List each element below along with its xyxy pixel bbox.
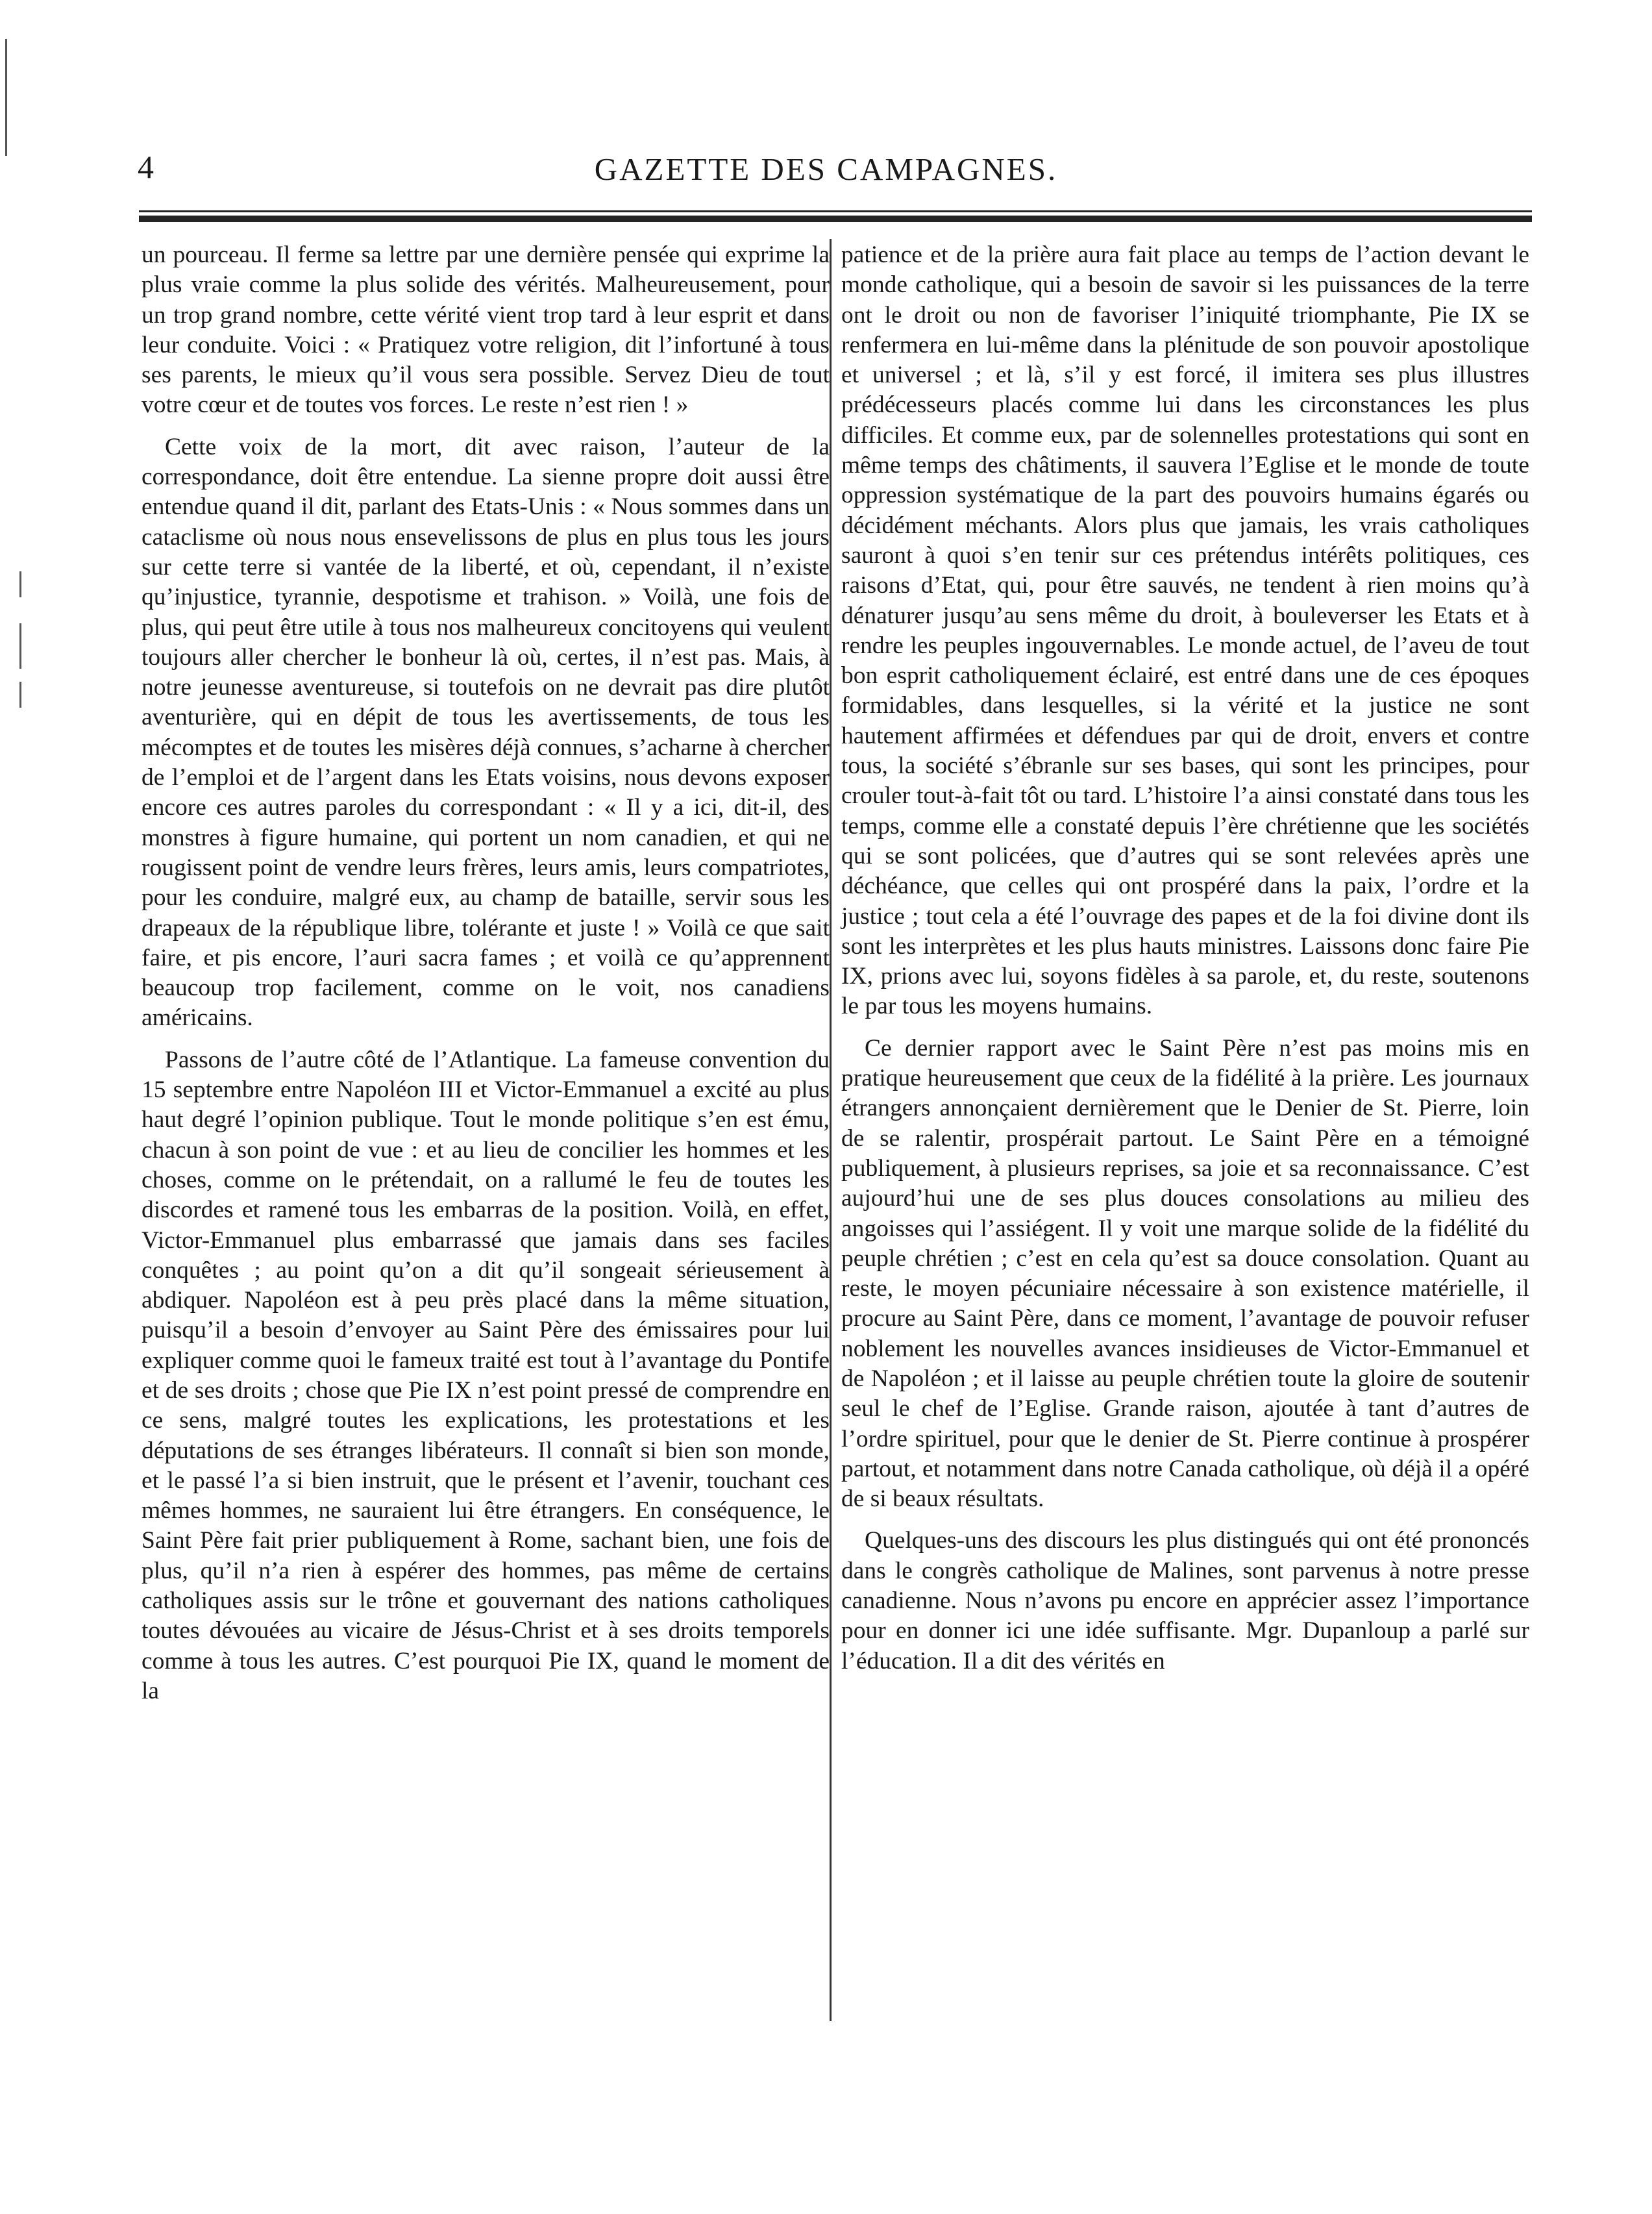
right-paragraph-3: Quelques-uns des discours les plus distingués qui ont été prononcés dans le congrès catholique de Malines, sont parvenus à notre presse canadienne. Nous n’avons pu encore en apprécier assez l’importance pour en donner ici une idée suffisante. Mgr. Dupanloup a parlé sur l’éducation. Il a dit des vérités en (841, 1527, 1529, 1674)
binding-mark (19, 623, 21, 669)
right-column (841, 240, 1529, 1676)
header-rule-thick (139, 216, 1532, 222)
binding-mark (5, 39, 7, 156)
column-divider (830, 239, 832, 2021)
right-paragraph-1: patience et de la prière aura fait place au temps de l’action devant le monde catholique, qui a besoin de savoir si les puissances de la terre ont le droit ou non de favoriser l’iniquité triomphante, Pie IX se renfermera en lui-même dans la plénitude de son pouvoir apostolique et universel ; et là, s’il y est forcé, il imitera ses plus illustres prédécesseurs placés comme lui dans les circonstances les plus difficiles. Et comme eux, par de solennelles protestations qui sont en même temps des châtiments, il sauvera l’Eglise et le monde de toute oppression systématique de la part des pouvoirs humains égarés ou décidément méchants. Alors plus que jamais, les vrais catholiques sauront à quoi s’en tenir sur ces prétendus intérêts politiques, ces raisons d’Etat, qui, pour être sauvés, ne tendent à rien moins qu’à dénaturer jusqu’au sens même du droit, à bouleverser les Etats et à rendre les peuples ingouvernables. Le monde actuel, de l’aveu de tout bon esprit catholiquement éclairé, est entré dans une de ces époques formidables, dans lesquelles, si la vérité et la justice ne sont hautement affirmées et défendues par qui de droit, envers et contre tous, la société s’ébranle sur ses bases, qui sont les principes, pour crouler tout-à-fait tôt ou tard. L’histoire l’a ainsi constaté dans tous les temps, comme elle a constaté depuis l’ère chrétienne que les sociétés qui se sont policées, que d’autres qui se sont relevées après une déchéance, que celles qui ont prospéré dans la paix, l’ordre et la justice ; tout cela a été l’ouvrage des papes et de la foi divine dont ils sont les interprètes et les plus hauts ministres. Laissons donc faire Pie IX, prions avec lui, soyons fidèles à sa parole, et, du reste, soutenons le par tous les moyens humains. (841, 242, 1529, 1020)
running-title: GAZETTE DES CAMPAGNES. (594, 151, 1058, 187)
binding-mark (19, 682, 21, 708)
header-rule-thin (139, 210, 1532, 212)
left-paragraph-1: un pourceau. Il ferme sa lettre par une dernière pensée qui exprime la plus vraie comme la plus solide des vérités. Malheureusement, pour un trop grand nombre, cette vérité vient trop tard à leur esprit et dans leur conduite. Voici : « Pratiquez votre religion, dit l’infortuné à tous ses parents, le mieux qu’il vous sera possible. Servez Dieu de tout votre cœur et de toutes vos forces. Le reste n’est rien ! » (142, 242, 830, 419)
binding-mark (19, 571, 21, 597)
left-paragraph-3: Passons de l’autre côté de l’Atlantique. La fameuse convention du 15 septembre entre Napoléon III et Victor-Emmanuel a excité au plus haut degré l’opinion publique. Tout le monde politique s’en est ému, chacun à son point de vue : et au lieu de concilier les hommes et les choses, comme on le prétendait, on a rallumé le feu de toutes les discordes et ramené tous les embarras de la position. Voilà, en effet, Victor-Emmanuel plus embarrassé que jamais dans ses faciles conquêtes ; au point qu’on a dit qu’il songeait sérieusement à abdiquer. Napoléon est à peu près placé dans la même situation, puisqu’il a besoin d’envoyer au Saint Père des émissaires pour lui expliquer comme quoi le fameux traité est tout à l’avantage du Pontife et de ses droits ; chose que Pie IX n’est point pressé de comprendre en ce sens, malgré toutes les explications, les protestations et les députations de ses étranges libérateurs. Il connaît si bien son monde, et le passé l’a si bien instruit, que le présent et l’avenir, touchant ces mêmes hommes, ne sauraient lui être étrangers. En conséquence, le Saint Père fait prier publiquement à Rome, sachant bien, une fois de plus, qu’il n’a rien à espérer des hommes, pas même de certains catholiques assis sur le trône et gouvernant des nations catholiques toutes dévouées au vicaire de Jésus-Christ et à ses droits temporels comme à tous les autres. C’est pourquoi Pie IX, quand le moment de la (142, 1046, 830, 1704)
left-column (142, 240, 830, 1706)
left-paragraph-2: Cette voix de la mort, dit avec raison, l’auteur de la correspondance, doit être entendue. La sienne propre doit aussi être entendue quand il dit, parlant des Etats-Unis : « Nous sommes dans un cataclisme où nous nous ensevelissons de plus en plus tous les jours sur cette terre si vantée de la liberté, et où, cependant, il n’existe qu’injustice, tyrannie, despotisme et trahison. » Voilà, une fois de plus, qui peut être utile à tous nos malheureux concitoyens qui veulent toujours aller chercher le bonheur là où, certes, il n’est pas. Mais, à notre jeunesse aventureuse, si toutefois on ne devrait pas dire plutôt aventurière, qui en dépit de tous les avertissements, de tous les mécomptes et de toutes les misères déjà connues, s’acharne à chercher de l’emploi et de l’argent dans les Etats voisins, nous devons exposer encore ces autres paroles du correspondant : « Il y a ici, dit-il, des monstres à figure humaine, qui portent un nom canadien, et qui ne rougissent point de vendre leurs frères, leurs amis, leurs compatriotes, pour les conduire, malgré eux, au champ de bataille, servir sous les drapeaux de la république libre, tolérante et juste ! » Voilà ce que sait faire, et pis encore, l’auri sacra fames ; et voilà ce qu’apprennent beaucoup trop facilement, comme on le voit, nos canadiens américains. (142, 433, 830, 1032)
page-number: 4 (138, 149, 154, 185)
right-paragraph-2: Ce dernier rapport avec le Saint Père n’est pas moins mis en pratique heureusement que ceux de la fidélité à la prière. Les journaux étrangers annonçaient dernièrement que le Denier de St. Pierre, loin de se ralentir, prospérait partout. Le Saint Père en a témoigné publiquement, à plusieurs reprises, sa joie et sa reconnaissance. C’est aujourd’hui une de ses plus douces consolations au milieu des angoisses qui l’assiégent. Il y voit une marque solide de la fidélité du peuple chrétien ; c’est en cela qu’est sa douce consolation. Quant au reste, le moyen pécuniaire nécessaire à son existence matérielle, il procure au Saint Père, dans ce moment, l’avantage de pouvoir refuser noblement les nouvelles avances insidieuses de Victor-Emmanuel et de Napoléon ; et il laisse au peuple chrétien toute la gloire de soutenir seul le chef de l’Eglise. Grande raison, ajoutée à tant d’autres de l’ordre spirituel, pour que le denier de St. Pierre continue à prospérer partout, et notamment dans notre Canada catholique, où déjà il a opéré de si beaux résultats. (841, 1034, 1529, 1513)
